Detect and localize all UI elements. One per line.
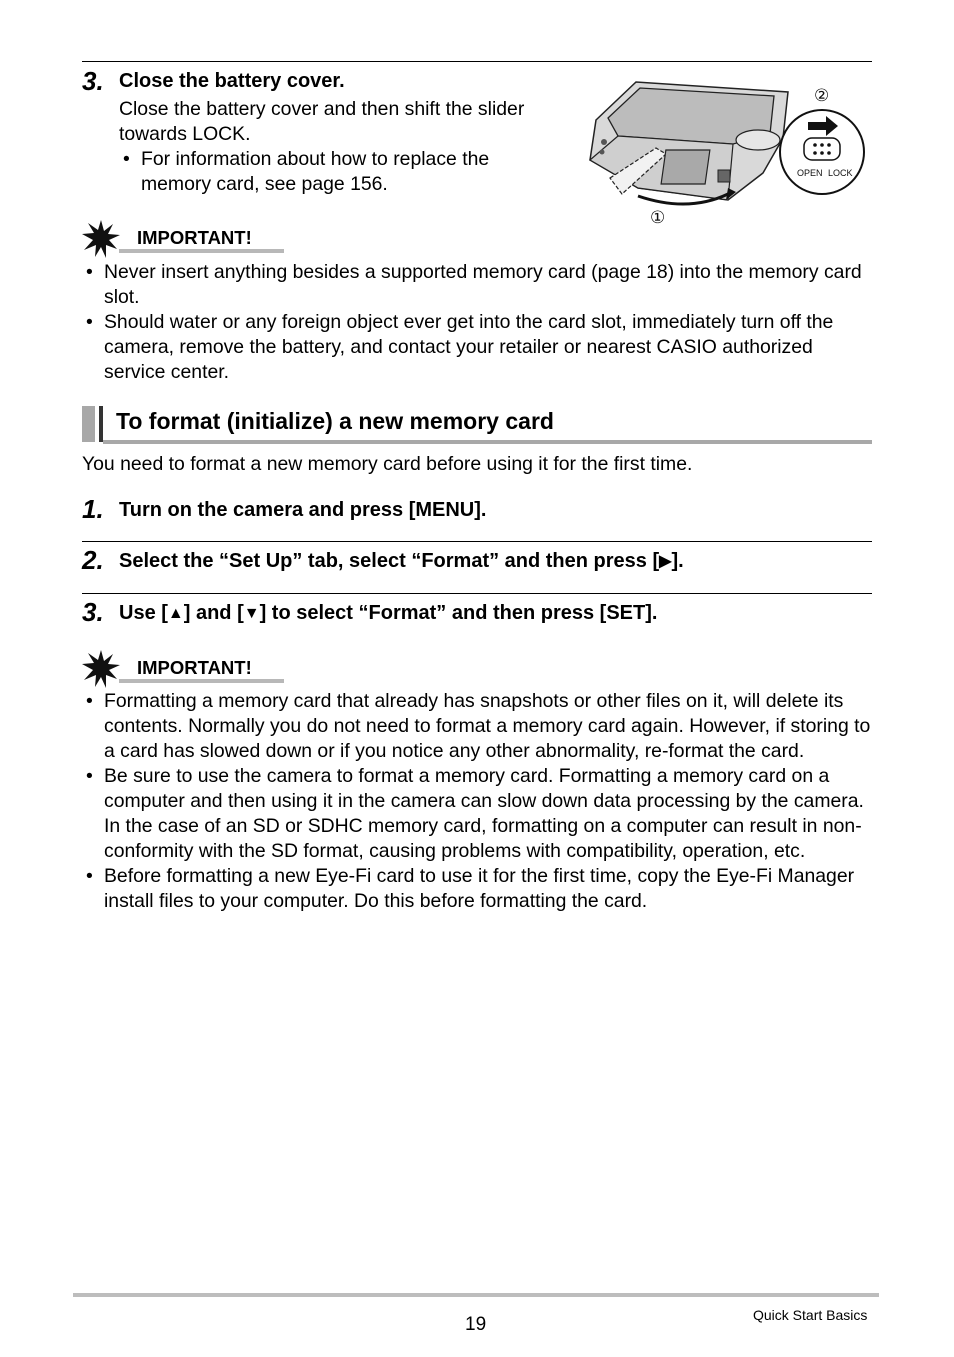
battery-compartment xyxy=(661,150,710,184)
slider-dot xyxy=(813,151,817,155)
footer-rule xyxy=(73,1293,879,1297)
step-rule xyxy=(82,541,872,542)
play-icon: ▶ xyxy=(659,553,672,570)
important-bullet: • Never insert anything besides a supported memory card (page 18) into the memory card slot. xyxy=(82,260,874,310)
camera-dial xyxy=(736,130,780,150)
step-rule xyxy=(82,593,872,594)
step-number: 1. xyxy=(82,494,104,524)
step-body-text: Close the battery cover and then shift the slider towards LOCK. xyxy=(119,98,525,145)
step-title-part: ] and [ xyxy=(183,602,244,624)
down-arrow-icon: ▼ xyxy=(243,605,260,622)
important-underline xyxy=(119,679,284,683)
slider-dot xyxy=(827,143,831,147)
camera-slot xyxy=(718,170,730,182)
slider-dot xyxy=(827,151,831,155)
section-underline xyxy=(103,440,872,444)
page-number: 19 xyxy=(465,1314,487,1335)
open-label: OPEN xyxy=(797,168,823,178)
slider-dot xyxy=(813,143,817,147)
footer-section-name: Quick Start Basics xyxy=(753,1307,868,1323)
step-title: Turn on the camera and press [MENU]. xyxy=(119,499,487,521)
step-title-suffix: ]. xyxy=(671,550,684,572)
section-bar xyxy=(99,406,103,442)
section-intro: You need to format a new memory card before using it for the first time. xyxy=(82,453,693,475)
important-bullet: • Should water or any foreign object ever get into the card slot, immediately turn off the camera, remove the battery, and contact your retailer or nearest CASIO authorized service center. xyxy=(82,310,874,385)
callout-2: ② xyxy=(814,86,830,106)
camera-button xyxy=(600,150,605,155)
step-title-part: Use [ xyxy=(119,602,168,624)
step-title-part: ] to select “Format” and then press [SET]. xyxy=(259,602,658,624)
important-bullet: • Formatting a memory card that already has snapshots or other files on it, will delete its contents. Normally you do not need to format a memory card again. However, if storing to a card has slowed down or if you notice any other abnormality, re-format the card. xyxy=(82,689,874,764)
step-title-prefix: Select the “Set Up” tab, select “Format” and then press [ xyxy=(119,550,660,572)
important-label: IMPORTANT! xyxy=(137,227,252,248)
callout-1: ① xyxy=(650,208,666,228)
section-header xyxy=(82,404,872,444)
important-label: IMPORTANT! xyxy=(137,657,252,678)
camera-bottom xyxy=(590,136,733,200)
camera-button xyxy=(601,139,607,145)
important-list xyxy=(82,260,874,385)
important-list xyxy=(82,689,874,914)
up-arrow-icon: ▲ xyxy=(167,605,184,622)
step-bullet: • For information about how to replace the memory card, see page 156. xyxy=(119,147,564,197)
battery-cover-figure xyxy=(578,78,870,228)
lock-slider xyxy=(804,138,840,160)
step-title: Close the battery cover. xyxy=(119,70,345,92)
step-number: 3. xyxy=(82,597,104,627)
section-bar xyxy=(82,406,95,442)
step-number: 3. xyxy=(82,66,104,96)
important-bullet: • Before formatting a new Eye-Fi card to use it for the first time, copy the Eye-Fi Manager install files to your computer. Do this before formatting the card. xyxy=(82,864,874,914)
step-number: 2. xyxy=(82,545,104,575)
top-rule xyxy=(82,61,872,62)
important-underline xyxy=(119,249,284,253)
important-burst-icon xyxy=(82,220,120,258)
slider-dot xyxy=(820,151,824,155)
slider-dot xyxy=(820,143,824,147)
lock-label: LOCK xyxy=(828,168,853,178)
step-title xyxy=(119,602,657,625)
step-body xyxy=(119,97,564,197)
step-title xyxy=(119,550,684,573)
important-burst-icon xyxy=(82,650,120,688)
section-title: To format (initialize) a new memory card xyxy=(116,408,554,434)
important-bullet: • Be sure to use the camera to format a memory card. Formatting a memory card on a computer and then using it in the camera can slow down data processing by the camera. In the case of an SD or SDHC memory card, formatting on a computer can result in non-conformity with the SD format, causing problems with compatibility, operation, etc. xyxy=(82,764,874,864)
